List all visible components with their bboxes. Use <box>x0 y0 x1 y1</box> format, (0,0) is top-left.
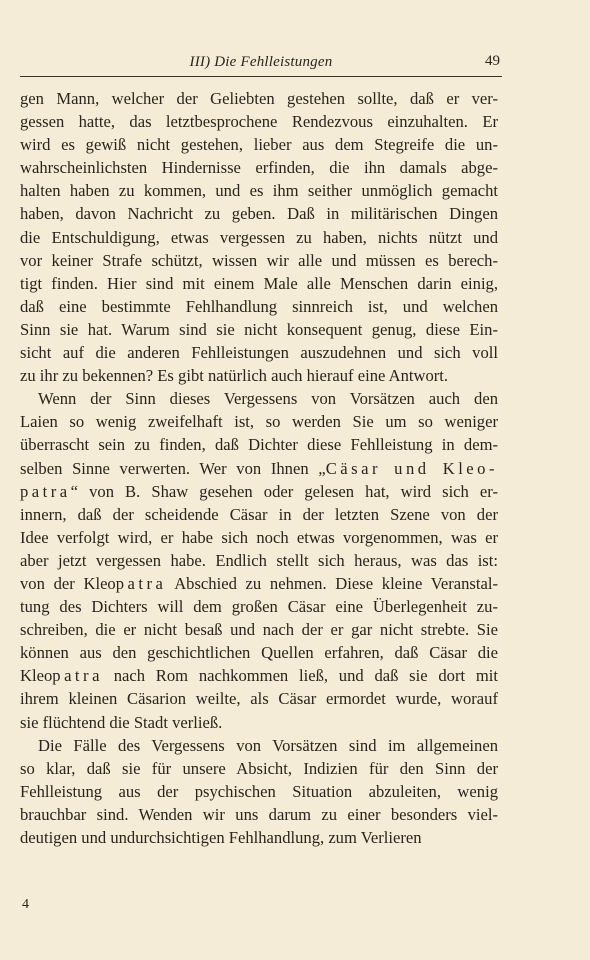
text-line: zu ihr zu bekennen? Es gibt natürlich auch hierauf eine Antwort. <box>20 366 449 386</box>
text-line: tung des Dichters will dem großen Cäsar eine Überlegenheit zu- <box>20 597 498 617</box>
page-number: 49 <box>485 53 500 69</box>
paragraph <box>20 387 498 733</box>
text-line: sicht auf die anderen Fehlleistungen auszudehnen und sich voll <box>20 343 498 363</box>
body-text <box>20 87 498 849</box>
text-line: Idee verfolgt wird, er habe sich noch etwas vorgenommen, was er <box>20 527 498 547</box>
text-line: daß eine bestimmte Fehlhandlung sinnreich ist, und welchen <box>20 296 498 316</box>
text-line: Kleopatra nach Rom nachkommen ließ, und daß sie dort mit <box>20 666 498 686</box>
text-line: gen Mann, welcher der Geliebten gestehen sollte, daß er ver- <box>20 89 498 108</box>
text-line: tigt finden. Hier sind mit einem Male alle Menschen darin einig, <box>20 273 498 293</box>
text-line: Die Fälle des Vergessens von Vorsätzen sind im allgemeinen <box>38 735 498 755</box>
signature-mark: 4 <box>22 897 29 912</box>
running-title: III) Die Fehlleistungen <box>189 54 333 70</box>
text-line: Fehlleistung aus der psychischen Situation abzuleiten, wenig <box>20 781 498 801</box>
paragraph <box>20 734 498 849</box>
paragraph <box>20 87 498 387</box>
text-line: können aus den geschichtlichen Quellen erfahren, daß Cäsar die <box>20 643 498 663</box>
text-line: überrascht sein zu finden, daß Dichter diese Fehlleistung in dem- <box>20 435 498 455</box>
text-line: von der Kleopatra Abschied zu nehmen. Diese kleine Veranstal- <box>20 573 498 593</box>
text-line: patra“ von B. Shaw gesehen oder gelesen hat, wird sich er- <box>20 481 498 501</box>
text-line: die Entschuldigung, etwas vergessen zu haben, nichts nützt und <box>20 227 498 247</box>
text-line: halten haben zu kommen, und es ihm seither unmöglich gemacht <box>20 181 498 201</box>
text-line: ihrem kleinen Cäsarion weilte, als Cäsar ermordet wurde, worauf <box>20 689 498 709</box>
text-line: sie flüchtend die Stadt verließ. <box>20 712 223 732</box>
text-line: wird es gewiß nicht gestehen, lieber aus dem Stegreife die un- <box>20 135 498 155</box>
text-line: selben Sinne verwerten. Wer von Ihnen „Cäsar und Kleo- <box>20 458 498 478</box>
text-line: vor keiner Strafe schützt, wissen wir alle und müssen es berech- <box>20 250 498 270</box>
text-line: aber jetzt vergessen habe. Endlich stellt sich heraus, was das ist: <box>20 550 498 570</box>
text-line: wahrscheinlichsten Hindernisse erfinden, die ihn damals abge- <box>20 158 498 178</box>
text-line: gessen hatte, das letztbesprochene Rendezvous einzuhalten. Er <box>20 112 498 132</box>
text-line: Wenn der Sinn dieses Vergessens von Vorsätzen auch den <box>38 389 498 409</box>
text-line: brauchbar sind. Wenden wir uns darum zu einer besonders viel- <box>20 804 498 824</box>
text-line: so klar, daß sie für unsere Absicht, Indizien für den Sinn der <box>20 758 498 778</box>
text-line: deutigen und undurchsichtigen Fehlhandlung, zum Verlieren <box>20 828 422 847</box>
text-line: Sinn sie hat. Warum sind sie nicht konsequent genug, diese Ein- <box>20 319 498 339</box>
text-line: haben, davon Nachricht zu geben. Daß in militärischen Dingen <box>20 204 498 224</box>
text-line: schreiben, die er nicht besaß und nach der er gar nicht strebte. Sie <box>20 620 498 640</box>
text-line: innern, daß der scheidende Cäsar in der letzten Szene von der <box>20 504 498 524</box>
text-line: Laien so wenig zweifelhaft ist, so werden Sie um so weniger <box>20 412 498 432</box>
running-header <box>20 52 502 77</box>
